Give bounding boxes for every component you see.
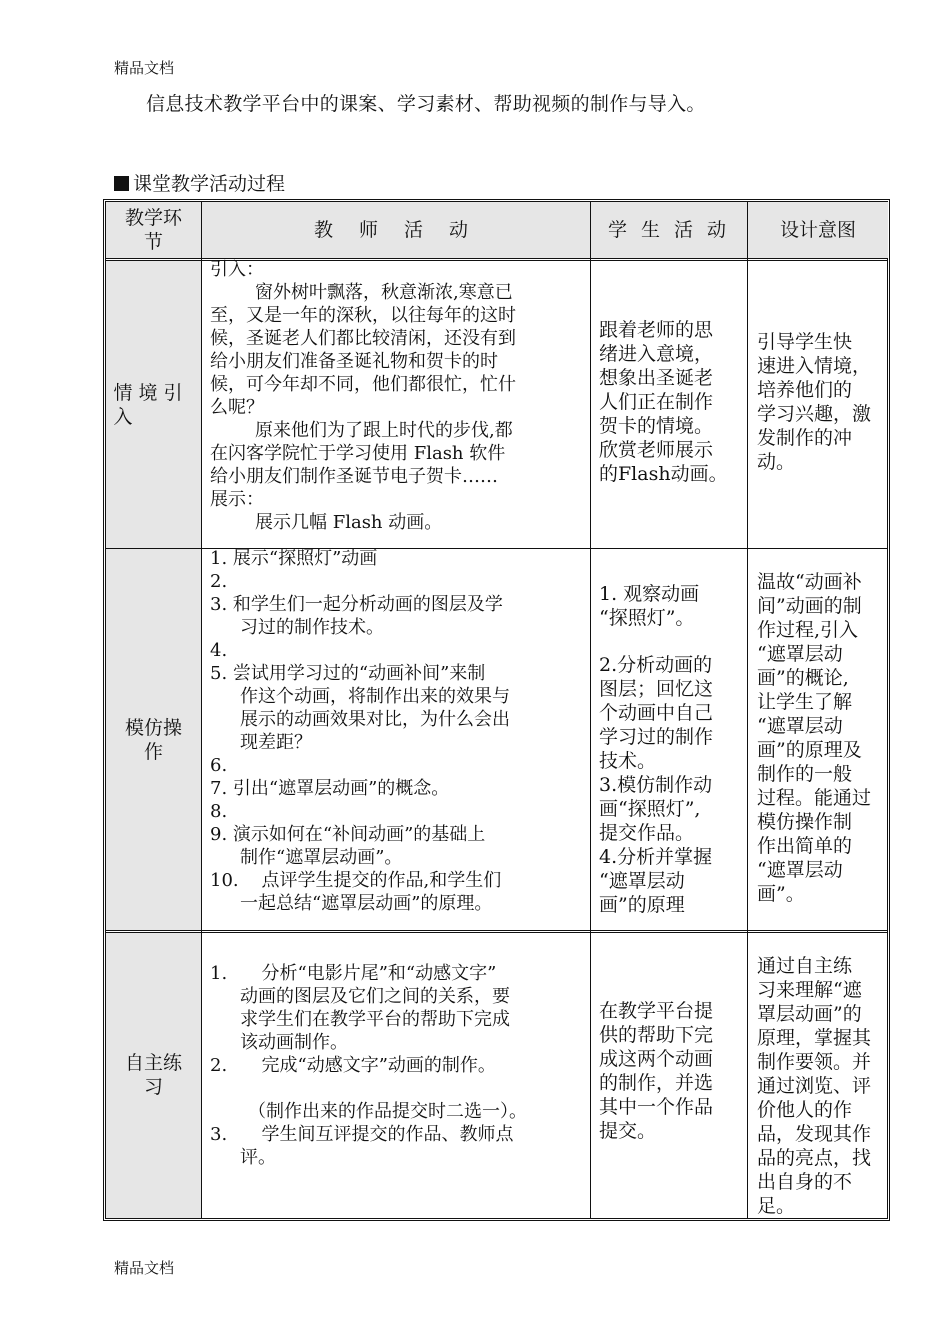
header-teacher: 教 师 活 动	[202, 202, 590, 258]
student-cell-3: 在教学平台提 供的帮助下完 成这两个动画 的制作，并选 其中一个作品 提交。	[599, 1000, 714, 1142]
design-cell-3: 通过自主练 习来理解“遮 罩层动画”的 原理，掌握其 制作要领。并 通过浏览、评 价他人的作 品，发现其作 品的亮点，找 出自身的不 足。	[757, 955, 872, 1217]
teacher-cell-1: 引入： 窗外树叶飘落，秋意渐浓,寒意已 至，又是一年的深秋，以往每年的这时 候，圣诞老人们都比较清闲，还没有到 给小朋友们准备圣诞礼物和贺卡的时 候，可今年却不同，他们都很忙，忙什 么呢？ 原来他们为了跟上时代的步伐,都 在闪客学院忙于学习使用 Flash 软件 给小朋友们制作圣诞节电子贺卡…… 展示： 展示几幅 Flash 动画。	[210, 259, 516, 533]
header-student: 学 生 活 动	[591, 202, 747, 258]
divider	[201, 202, 202, 1218]
divider	[747, 202, 748, 1218]
teacher-cell-3: 1. 分析“电影片尾”和“动感文字” 动画的图层及它们之间的关系，要 求学生们在教学平台的帮助下完成 该动画制作。 2. 完成“动感文字”动画的制作。 （制作出来的作品提交时二选一）。 3. 学生间互评提交的作品、教师点 评。	[210, 963, 527, 1168]
header-design: 设计意图	[748, 202, 888, 258]
stage-cell-1: 情境引入	[106, 261, 201, 548]
design-cell-1: 引导学生快 速进入情境， 培养他们的 学习兴趣，激 发制作的冲 动。	[757, 331, 872, 473]
activity-table	[103, 199, 890, 1221]
student-cell-2: 1. 观察动画 “探照灯”。 2.分析动画的 图层；回忆这 个动画中自己 学习过的制作 技术。 3.模仿制作动 画“探照灯”, 提交作品。 4.分析并掌握 “遮罩层动 画”的原理	[599, 583, 714, 916]
black-square-icon	[114, 176, 129, 191]
stage-cell-2: 模仿操作	[106, 549, 201, 931]
teacher-cell-2: 1. 展示“探照灯”动画 2. 3. 和学生们一起分析动画的图层及学 习过的制作技术。 4. 5. 尝试用学习过的“动画补间”来制 作这个动画，将制作出来的效果与 展示的动画效果对比，为什么会出 现差距？ 6. 7. 引出“遮罩层动画”的概念。 8. 9. 演示如何在“补间动画”的基础上 制作“遮罩层动画”。 10. 点评学生提交的作品,和学生们 一起总结“遮罩层动画”的原理。	[210, 548, 510, 914]
section-title	[114, 169, 285, 196]
student-cell-1: 跟着老师的思 绪进入意境， 想象出圣诞老 人们正在制作 贺卡的情境。 欣赏老师展示 的Flash动画。	[599, 319, 728, 485]
page-footer: 精品文档	[114, 1259, 175, 1277]
header-stage: 教学环节	[106, 202, 201, 258]
section-title-text: 课堂教学活动过程	[133, 173, 286, 195]
design-cell-2: 温故“动画补 间”动画的制 作过程,引入 “遮罩层动 画”的概论, 让学生了解 “遮罩层动 画”的原理及 制作的一般 过程。能通过 模仿操作制 作出简单的 “遮罩层动 画”。	[757, 571, 872, 905]
divider	[106, 930, 887, 933]
divider	[106, 258, 887, 261]
page-header: 精品文档	[114, 59, 175, 77]
divider	[590, 202, 591, 1218]
intro-text: 信息技术教学平台中的课案、学习素材、帮助视频的制作与导入。	[146, 93, 706, 115]
divider	[106, 548, 887, 549]
stage-cell-3: 自主练习	[106, 932, 201, 1218]
